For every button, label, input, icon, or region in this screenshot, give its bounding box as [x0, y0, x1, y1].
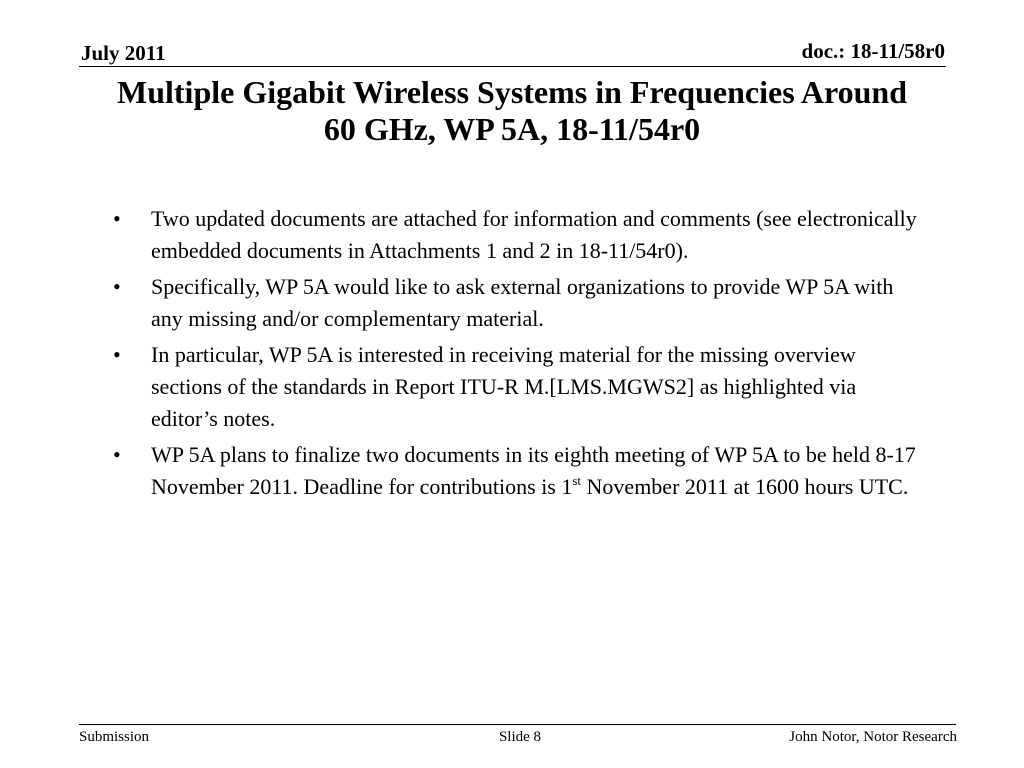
slide-title-line-2: 60 GHz, WP 5A, 18-11/54r0: [323, 111, 701, 147]
footer-author: John Notor, Notor Research: [789, 729, 957, 745]
ordinal-superscript: st: [572, 473, 582, 488]
bullet-text: Two updated documents are attached for information and comments (see electronically embedded documents in Attachments 1 and 2 in 18-11/54r0).: [151, 206, 917, 263]
bullet-text: [151, 442, 916, 499]
slide-title: [60, 74, 964, 148]
bullet-text: Specifically, WP 5A would like to ask external organizations to provide WP 5A with any missing and/or complementary material.: [151, 274, 894, 331]
bullet-item: [113, 203, 923, 267]
bullet-text: In particular, WP 5A is interested in receiving material for the missing overview sections of the standards in Report ITU-R M.[LMS.MGWS2] as highlighted via editor’s notes.: [151, 342, 857, 431]
footer-submission: Submission: [79, 729, 150, 745]
header-date: July 2011: [81, 41, 166, 65]
bullet-marker: •: [113, 274, 121, 299]
bullet-item: [113, 271, 923, 335]
bullet-marker: •: [113, 206, 121, 231]
slide-title-line-1: Multiple Gigabit Wireless Systems in Frequencies Around: [117, 74, 907, 110]
bullet-marker: •: [113, 442, 121, 467]
footer-slide-number: Slide 8: [498, 729, 542, 745]
header-doc-id: doc.: 18-11/58r0: [801, 39, 945, 63]
header-divider: [79, 66, 946, 67]
bullet-marker: •: [113, 342, 121, 367]
bullet-list: [113, 203, 923, 507]
bullet-item: [113, 339, 923, 435]
footer-divider: [79, 724, 956, 725]
bullet-item: [113, 439, 923, 503]
bullet-text-after-sup: November 2011 at 1600 hours UTC.: [581, 474, 909, 499]
bullet-text-before-sup: WP 5A plans to finalize two documents in its eighth meeting of WP 5A to be held 8-17 November 2011. Deadline for contributions is 1: [151, 442, 916, 499]
